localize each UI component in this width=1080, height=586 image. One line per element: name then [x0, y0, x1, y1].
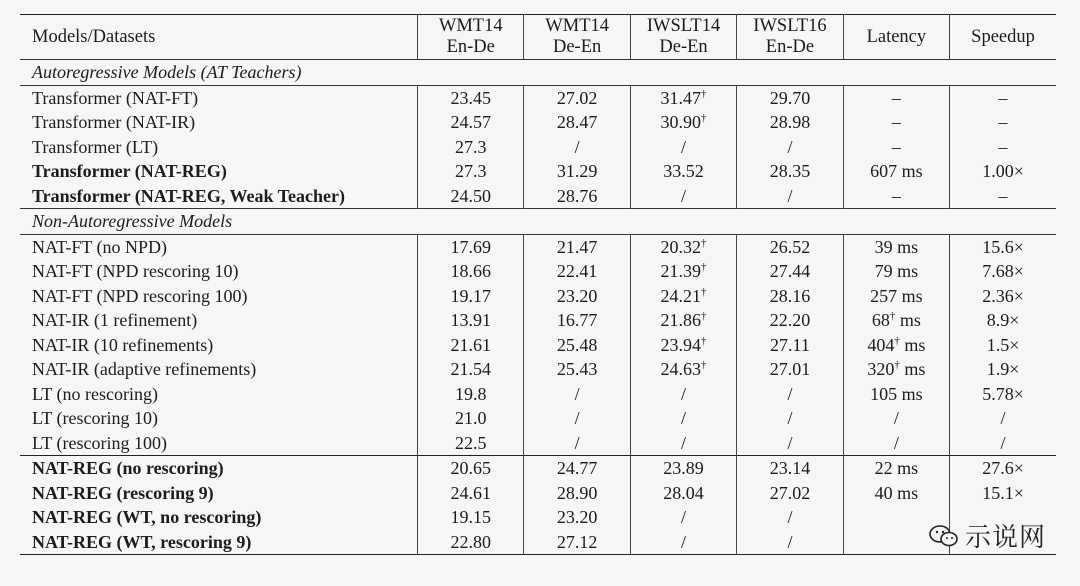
cell-value: /: [787, 432, 793, 453]
model-name-cell: Transformer (NAT-REG): [32, 161, 227, 182]
value-cell: [950, 382, 1056, 407]
cell-value: 24.61: [450, 482, 491, 503]
cell-value: 27.02: [769, 482, 811, 503]
value-cell: [524, 110, 630, 135]
value-cell: [950, 159, 1056, 184]
value-cell: [737, 85, 843, 110]
value-cell: [524, 431, 630, 456]
value-cell: [950, 135, 1056, 160]
model-name-cell: Transformer (NAT-IR): [32, 112, 196, 133]
model-name-cell: Transformer (NAT-FT): [32, 87, 199, 108]
cell-value: 23.45: [450, 87, 491, 108]
value-cell: [630, 184, 736, 209]
model-name-cell: NAT-IR (1 refinement): [32, 310, 198, 331]
model-name-cell: NAT-REG (WT, rescoring 9): [32, 531, 252, 552]
value-cell: [630, 159, 736, 184]
value-cell: [630, 85, 736, 110]
cell-value: 16.77: [556, 310, 598, 331]
value-cell: [418, 357, 524, 382]
value-cell: [950, 308, 1056, 333]
dagger-mark: †: [701, 310, 707, 323]
table-row: [20, 234, 1056, 259]
section-header-row: [20, 60, 1056, 86]
value-cell: [524, 530, 630, 555]
value-cell: [418, 159, 524, 184]
cell-value: 22.20: [769, 310, 811, 331]
value-cell: [630, 135, 736, 160]
cell-value: 19.17: [450, 285, 491, 306]
header-latency: Latency: [843, 15, 949, 60]
cell-value: 19.8: [454, 383, 487, 404]
ms-unit: ms: [899, 310, 921, 331]
cell-value: /: [787, 136, 793, 157]
cell-value: 23.94: [660, 334, 702, 355]
value-cell: [524, 234, 630, 259]
cell-value: 18.66: [450, 261, 491, 282]
model-name-cell: NAT-FT (NPD rescoring 100): [32, 285, 248, 306]
value-cell: [630, 456, 736, 481]
cell-value: 23.14: [769, 458, 811, 479]
cell-value: 21.54: [450, 359, 491, 380]
value-cell: [418, 406, 524, 431]
cell-value: 21.61: [450, 334, 491, 355]
cell-value: /: [574, 408, 580, 429]
cell-value: /: [681, 531, 687, 552]
value-cell: [737, 357, 843, 382]
header-iwslt16-en-de: IWSLT16 En-De: [737, 15, 843, 60]
cell-value: –: [998, 185, 1008, 206]
cell-value: 15.6×: [982, 236, 1024, 257]
value-cell: [418, 135, 524, 160]
section-title: Non-Autoregressive Models: [32, 211, 233, 232]
value-cell: [950, 406, 1056, 431]
value-cell: [418, 456, 524, 481]
value-cell: [737, 333, 843, 358]
model-name-cell: LT (no rescoring): [32, 383, 158, 404]
value-cell: [737, 505, 843, 530]
cell-value: 25.43: [556, 359, 598, 380]
header-speedup: Speedup: [950, 15, 1056, 60]
model-name-cell: NAT-REG (WT, no rescoring): [32, 507, 262, 528]
value-cell: [630, 357, 736, 382]
dagger-mark: †: [701, 359, 707, 372]
cell-value: 257 ms: [870, 285, 923, 306]
value-cell: [950, 234, 1056, 259]
table-row: [20, 481, 1056, 506]
cell-value: /: [787, 531, 793, 552]
value-cell: [843, 456, 949, 481]
cell-value: 8.9×: [986, 310, 1020, 331]
cell-value: 1.5×: [986, 334, 1020, 355]
cell-value: 20.65: [450, 458, 491, 479]
cell-value: 25.48: [556, 334, 598, 355]
table-row: [20, 110, 1056, 135]
cell-value: 68: [871, 310, 890, 331]
cell-value: 24.21: [660, 285, 702, 306]
table-row: [20, 85, 1056, 110]
cell-value: /: [681, 408, 687, 429]
cell-value: –: [891, 136, 901, 157]
value-cell: [418, 284, 524, 309]
value-cell: [630, 481, 736, 506]
value-cell: [418, 431, 524, 456]
cell-value: 105 ms: [870, 383, 923, 404]
cell-value: /: [574, 432, 580, 453]
value-cell: [524, 481, 630, 506]
cell-value: 79 ms: [874, 261, 919, 282]
value-cell: [418, 530, 524, 555]
cell-value: 24.57: [450, 112, 491, 133]
value-cell: [737, 159, 843, 184]
cell-value: /: [787, 185, 793, 206]
cell-value: 320: [867, 359, 895, 380]
table-row: [20, 456, 1056, 481]
cell-value: 17.69: [450, 236, 491, 257]
cell-value: 19.15: [450, 507, 491, 528]
header-row: [20, 15, 1056, 60]
value-cell: [950, 333, 1056, 358]
model-name-cell: NAT-FT (no NPD): [32, 236, 168, 257]
value-cell: [630, 234, 736, 259]
table-row: [20, 505, 1056, 530]
value-cell: [737, 481, 843, 506]
watermark-text: 示说网: [964, 523, 1046, 553]
value-cell: [630, 110, 736, 135]
header-iwslt14-de-en: IWSLT14 De-En: [630, 15, 736, 60]
value-cell: [737, 308, 843, 333]
value-cell: [630, 406, 736, 431]
cell-value: 28.76: [556, 185, 598, 206]
value-cell: [950, 259, 1056, 284]
cell-value: 27.02: [556, 87, 598, 108]
value-cell: [630, 431, 736, 456]
cell-value: 23.20: [556, 507, 598, 528]
header-wmt14-en-de: WMT14 En-De: [418, 15, 524, 60]
value-cell: [950, 110, 1056, 135]
value-cell: [630, 505, 736, 530]
value-cell: [950, 284, 1056, 309]
table-row: [20, 382, 1056, 407]
cell-value: 28.47: [556, 112, 598, 133]
cell-value: 7.68×: [982, 261, 1024, 282]
cell-value: 13.91: [450, 310, 491, 331]
cell-value: 5.78×: [982, 383, 1024, 404]
dagger-mark: †: [701, 112, 707, 125]
cell-value: 21.47: [556, 236, 598, 257]
table-row: [20, 333, 1056, 358]
header-wmt14-de-en: WMT14 De-En: [524, 15, 630, 60]
value-cell: [843, 110, 949, 135]
cell-value: 22.80: [450, 531, 491, 552]
cell-value: 21.0: [454, 408, 487, 429]
value-cell: [630, 259, 736, 284]
value-cell: [737, 406, 843, 431]
ms-unit: ms: [904, 334, 926, 355]
value-cell: [418, 234, 524, 259]
cell-value: –: [891, 185, 901, 206]
cell-value: 21.39: [660, 261, 702, 282]
value-cell: [737, 234, 843, 259]
cell-value: /: [787, 408, 793, 429]
cell-value: /: [681, 507, 687, 528]
cell-value: 39 ms: [874, 236, 919, 257]
cell-value: 30.90: [660, 112, 702, 133]
wechat-logo-icon: [929, 525, 959, 547]
value-cell: [737, 431, 843, 456]
value-cell: [950, 456, 1056, 481]
value-cell: [737, 135, 843, 160]
model-name-cell: NAT-IR (adaptive refinements): [32, 359, 257, 380]
cell-value: –: [998, 136, 1008, 157]
value-cell: [630, 308, 736, 333]
value-cell: [524, 284, 630, 309]
model-name-cell: NAT-REG (no rescoring): [32, 458, 224, 479]
cell-value: 20.32: [660, 236, 702, 257]
dagger-mark: †: [701, 261, 707, 274]
cell-value: –: [891, 112, 901, 133]
cell-value: /: [681, 383, 687, 404]
cell-value: 404: [867, 334, 895, 355]
model-name-cell: Transformer (NAT-REG, Weak Teacher): [32, 185, 345, 206]
cell-value: 23.89: [663, 458, 704, 479]
value-cell: [418, 382, 524, 407]
value-cell: [843, 259, 949, 284]
cell-value: /: [787, 507, 793, 528]
value-cell: [843, 159, 949, 184]
section-header-row: [20, 209, 1056, 235]
value-cell: [524, 259, 630, 284]
cell-value: /: [574, 383, 580, 404]
value-cell: [418, 333, 524, 358]
value-cell: [524, 505, 630, 530]
dagger-mark: †: [701, 236, 707, 249]
value-cell: [737, 456, 843, 481]
value-cell: [630, 284, 736, 309]
value-cell: [524, 308, 630, 333]
cell-value: 24.50: [450, 185, 491, 206]
value-cell: [524, 406, 630, 431]
value-cell: [524, 333, 630, 358]
cell-value: 1.9×: [986, 359, 1020, 380]
model-name-cell: NAT-FT (NPD rescoring 10): [32, 261, 239, 282]
cell-value: –: [998, 87, 1008, 108]
table-row: [20, 406, 1056, 431]
value-cell: [737, 110, 843, 135]
cell-value: 28.35: [769, 161, 811, 182]
value-cell: [630, 530, 736, 555]
dagger-mark: †: [701, 285, 707, 298]
value-cell: [737, 284, 843, 309]
cell-value: /: [681, 432, 687, 453]
watermark: [929, 517, 1046, 554]
cell-value: 33.52: [663, 161, 704, 182]
cell-value: 22.41: [556, 261, 598, 282]
table-row: [20, 357, 1056, 382]
value-cell: [950, 357, 1056, 382]
model-name-cell: NAT-IR (10 refinements): [32, 334, 214, 355]
value-cell: [950, 85, 1056, 110]
model-name-cell: Transformer (LT): [32, 136, 159, 157]
table-row: [20, 159, 1056, 184]
value-cell: [737, 530, 843, 555]
cell-value: 27.44: [769, 261, 811, 282]
table-row: [20, 308, 1056, 333]
cell-value: 28.16: [769, 285, 811, 306]
results-table: [20, 14, 1056, 555]
cell-value: 27.12: [556, 531, 598, 552]
cell-value: /: [574, 136, 580, 157]
table-row: [20, 530, 1056, 555]
cell-value: 24.77: [556, 458, 598, 479]
value-cell: [630, 382, 736, 407]
table-row: [20, 259, 1056, 284]
table-body: [20, 60, 1056, 555]
value-cell: [524, 85, 630, 110]
table-row: [20, 135, 1056, 160]
value-cell: [843, 481, 949, 506]
dagger-mark: †: [894, 359, 900, 372]
cell-value: /: [787, 383, 793, 404]
cell-value: 27.3: [454, 136, 487, 157]
value-cell: [418, 308, 524, 333]
cell-value: /: [893, 432, 899, 453]
cell-value: 29.70: [769, 87, 811, 108]
value-cell: [524, 456, 630, 481]
value-cell: [524, 135, 630, 160]
value-cell: [418, 259, 524, 284]
cell-value: 21.86: [660, 310, 702, 331]
cell-value: /: [893, 408, 899, 429]
value-cell: [524, 382, 630, 407]
table-row: [20, 431, 1056, 456]
results-table-wrapper: [20, 14, 1056, 555]
model-name-cell: LT (rescoring 10): [32, 408, 158, 429]
table-row: [20, 284, 1056, 309]
value-cell: [737, 184, 843, 209]
dagger-mark: †: [889, 310, 896, 323]
cell-value: /: [1000, 432, 1006, 453]
cell-value: /: [681, 185, 687, 206]
cell-value: 28.98: [769, 112, 811, 133]
table-row: [20, 184, 1056, 209]
section-title: Autoregressive Models (AT Teachers): [32, 62, 302, 83]
value-cell: [843, 234, 949, 259]
value-cell: [418, 110, 524, 135]
value-cell: [843, 431, 949, 456]
cell-value: 40 ms: [874, 482, 919, 503]
value-cell: [843, 357, 949, 382]
cell-value: –: [891, 87, 901, 108]
value-cell: [843, 333, 949, 358]
cell-value: 27.6×: [982, 458, 1024, 479]
value-cell: [843, 135, 949, 160]
value-cell: [737, 382, 843, 407]
value-cell: [524, 357, 630, 382]
dagger-mark: †: [701, 334, 707, 347]
ms-unit: ms: [904, 359, 926, 380]
cell-value: 2.36×: [982, 285, 1024, 306]
cell-value: 28.04: [663, 482, 704, 503]
cell-value: 24.63: [660, 359, 702, 380]
cell-value: –: [998, 112, 1008, 133]
cell-value: 15.1×: [982, 482, 1024, 503]
value-cell: [524, 184, 630, 209]
cell-value: /: [681, 136, 687, 157]
value-cell: [950, 184, 1056, 209]
value-cell: [418, 85, 524, 110]
cell-value: 607 ms: [870, 161, 923, 182]
value-cell: [737, 259, 843, 284]
cell-value: 27.11: [770, 334, 810, 355]
model-name-cell: NAT-REG (rescoring 9): [32, 482, 214, 503]
cell-value: 26.52: [769, 236, 811, 257]
value-cell: [418, 505, 524, 530]
cell-value: 22 ms: [874, 458, 919, 479]
model-name-cell: LT (rescoring 100): [32, 432, 167, 453]
header-models-datasets: Models/Datasets: [32, 26, 156, 47]
value-cell: [843, 382, 949, 407]
cell-value: 23.20: [556, 285, 598, 306]
dagger-mark: †: [701, 87, 707, 100]
cell-value: /: [1000, 408, 1006, 429]
value-cell: [843, 406, 949, 431]
value-cell: [843, 284, 949, 309]
value-cell: [843, 184, 949, 209]
value-cell: [418, 184, 524, 209]
value-cell: [950, 431, 1056, 456]
value-cell: [418, 481, 524, 506]
value-cell: [843, 308, 949, 333]
dagger-mark: †: [894, 334, 900, 347]
value-cell: [843, 85, 949, 110]
cell-value: 22.5: [454, 432, 487, 453]
cell-value: 28.90: [556, 482, 598, 503]
cell-value: 27.3: [454, 161, 487, 182]
value-cell: [524, 159, 630, 184]
cell-value: 1.00×: [982, 161, 1024, 182]
cell-value: 31.47: [660, 87, 702, 108]
cell-value: 27.01: [769, 359, 811, 380]
value-cell: [630, 333, 736, 358]
cell-value: 31.29: [556, 161, 598, 182]
value-cell: [950, 481, 1056, 506]
